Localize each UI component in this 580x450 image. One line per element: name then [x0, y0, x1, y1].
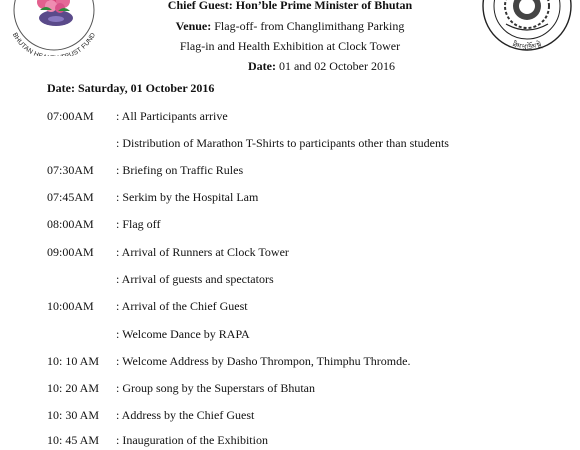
schedule-activity: : All Participants arrive	[116, 109, 228, 123]
schedule-activity: : Welcome Address by Dasho Thrompon, Thimphu Thromde.	[116, 354, 411, 368]
venue-line	[0, 19, 580, 34]
venue-label: Venue:	[175, 19, 212, 33]
venue-line-2: Flag-in and Health Exhibition at Clock Tower	[179, 39, 401, 53]
schedule-activity: : Flag off	[116, 217, 161, 231]
schedule-time: 08:00AM	[47, 217, 94, 231]
thromde-ring-text: ཐིམ་ཕུ་ཁྲོམ་སྡེ	[511, 40, 543, 52]
schedule-activity: : Arrival of the Chief Guest	[116, 299, 248, 313]
chief-guest-value: Hon’ble Prime Minister of Bhutan	[235, 0, 413, 12]
schedule-activity: : Group song by the Superstars of Bhutan	[116, 381, 315, 395]
schedule-time: 10: 10 AM	[47, 354, 100, 368]
schedule-time: 10: 20 AM	[47, 381, 100, 395]
schedule-activity: : Arrival of Runners at Clock Tower	[116, 245, 289, 259]
schedule-activity: : Address by the Chief Guest	[116, 408, 255, 422]
event-date-line	[248, 59, 395, 74]
schedule-activity: : Serkim by the Hospital Lam	[116, 190, 259, 204]
schedule-activity: : Briefing on Traffic Rules	[116, 163, 244, 177]
schedule-activity: : Welcome Dance by RAPA	[116, 327, 250, 341]
event-date-value: 01 and 02 October 2016	[278, 59, 395, 73]
schedule-time: 10:00AM	[47, 299, 94, 313]
schedule-time: 09:00AM	[47, 245, 94, 259]
schedule-time: 10: 45 AM	[47, 433, 100, 447]
venue-value: Flag-off- from Changlimithang Parking	[214, 19, 405, 33]
bhtf-ring-text: BHUTAN H UST FUND	[10, 31, 98, 56]
schedule-time: 07:30AM	[47, 163, 94, 177]
schedule-time: 07:00AM	[47, 109, 94, 123]
program-date-heading: Date: Saturday, 01 October 2016	[47, 81, 215, 95]
chief-guest-line	[0, 0, 580, 13]
schedule-activity: : Inauguration of the Exhibition	[116, 433, 268, 447]
event-date-label: Date:	[248, 59, 276, 73]
schedule-activity: : Arrival of guests and spectators	[116, 272, 274, 286]
chief-guest-label: Chief Guest:	[167, 0, 233, 12]
schedule-time: 10: 30 AM	[47, 408, 100, 422]
schedule-time: 07:45AM	[47, 190, 94, 204]
schedule-activity: : Distribution of Marathon T-Shirts to participants other than students	[116, 136, 449, 150]
